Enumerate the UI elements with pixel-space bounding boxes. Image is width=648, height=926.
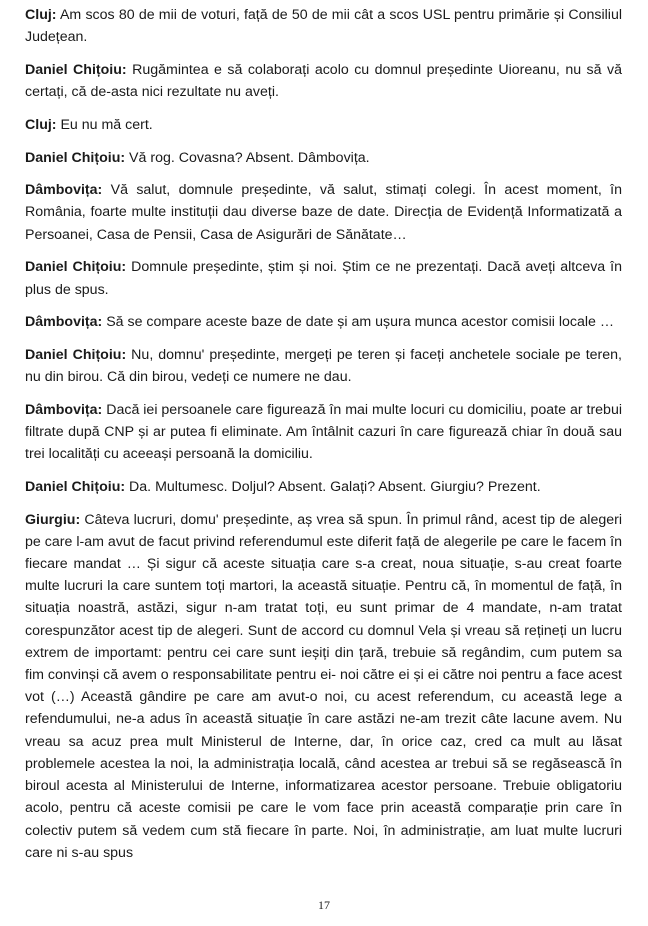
speaker-label: Dâmbovița: <box>25 314 103 331</box>
paragraph-text: Vă salut, domnule președinte, vă salut, stimați colegi. În acest moment, în România, foarte multe instituții dau diverse baze de date. Direcția de Evidență Informatizată a Persoanei, Casa de Pensii, Casa de Asigurări de Sănătate… <box>25 182 622 243</box>
paragraph <box>25 114 622 136</box>
speaker-label: Cluj: <box>25 116 57 133</box>
paragraph-text: Nu, domnu' președinte, mergeți pe teren și faceți anchetele sociale pe teren, nu din birou. Că din birou, vedeți ce numere ne dau. <box>25 346 622 386</box>
paragraph-text: Câteva lucruri, domu' președinte, aș vrea să spun. În primul rând, acest tip de alegeri pe care l-am avut de facut privind referendumul este diferit față de alegerile pe care le facem în fiecare mandat … Și sigur că aceste situația care s-a creat, noua situație, s-au creat foarte multe lucruri la care suntem toți martori, la această situație. Pentru că, în momentul de față, în situația noastră, astăzi, sigur n-am tratat toți, eu sunt primar de 4 mandate, n-am tratat corespunzător acest tip de alegeri. Sunt de accord cu domnul Vela și vreau să rețineți un lucru extrem de importamt: pentru cei care sunt ieșiți din țară, trebuie să regândim, cum putem sa fim convinși că avem o responsabilitate pentru ei- noi către ei și ei către noi pentru a face acest vot (…) Această gândire pe care am avut-o noi, cu acest referendum, cu această lege a refendumului, ne-a adus în această situație în care astăzi ne-am trezit câte lacune avem. Nu vreau sa acuz prea mult Ministerul de Interne, dar, în orice caz, cred ca mult au lăsat problemele acestea la noi, la administrația locală, când acestea ar trebui să se regăsească în biroul acesta al Ministerului de Interne, informatizarea acestor persoane. Trebuie obligatoriu acolo, pentru că aceste comisii pe care le vom face prin această comparație prin care în colectiv putem să vedem cum stă fiecare în parte. Noi, în administrație, am luat multe lucruri care ni s-au spus <box>25 511 622 861</box>
paragraph <box>25 509 622 864</box>
paragraph-text: Dacă iei persoanele care figurează în mai multe locuri cu domiciliu, poate ar trebui filtrate după CNP și ar putea fi eliminate. Am întâlnit cazuri în care figurează chiar în două sau trei localități cu aceeași persoană la domiciliu. <box>25 401 622 463</box>
paragraph-text: Rugămintea e să colaborați acolo cu domnul președinte Uioreanu, nu să vă certați, că de-asta nici rezultate nu aveți. <box>25 61 622 101</box>
paragraph-text: Domnule președinte, știm și noi. Știm ce ne prezentați. Dacă aveți altceva în plus de spus. <box>25 259 622 298</box>
paragraph-text: Da. Multumesc. Doljul? Absent. Galați? Absent. Giurgiu? Prezent. <box>125 478 541 495</box>
paragraph-text: Să se compare aceste baze de date și am ușura munca acestor comisii locale … <box>102 314 615 331</box>
speaker-label: Cluj: <box>25 7 57 23</box>
paragraph <box>25 256 622 300</box>
paragraph <box>25 179 622 246</box>
paragraph <box>25 59 622 103</box>
speaker-label: Giurgiu: <box>25 511 81 528</box>
paragraph <box>25 311 622 333</box>
paragraph <box>25 476 622 498</box>
paragraph <box>25 399 622 466</box>
speaker-label: Dâmbovița: <box>25 182 103 199</box>
paragraph <box>25 344 622 388</box>
paragraph <box>25 147 622 169</box>
paragraph <box>25 4 622 48</box>
speaker-label: Daniel Chițoiu: <box>25 259 127 276</box>
speaker-label: Daniel Chițoiu: <box>25 478 126 495</box>
speaker-label: Daniel Chițoiu: <box>25 61 127 78</box>
paragraph-text: Am scos 80 de mii de voturi, față de 50 de mii cât a scos USL pentru primărie și Consiliul Județean. <box>25 7 622 46</box>
speaker-label: Dâmbovița: <box>25 401 103 418</box>
speaker-label: Daniel Chițoiu: <box>25 149 126 166</box>
speaker-label: Daniel Chițoiu: <box>25 346 127 363</box>
page-number: 17 <box>318 898 330 912</box>
transcript-body <box>25 4 622 874</box>
paragraph-text: Vă rog. Covasna? Absent. Dâmbovița. <box>125 149 370 166</box>
paragraph-text: Eu nu mă cert. <box>56 116 153 133</box>
